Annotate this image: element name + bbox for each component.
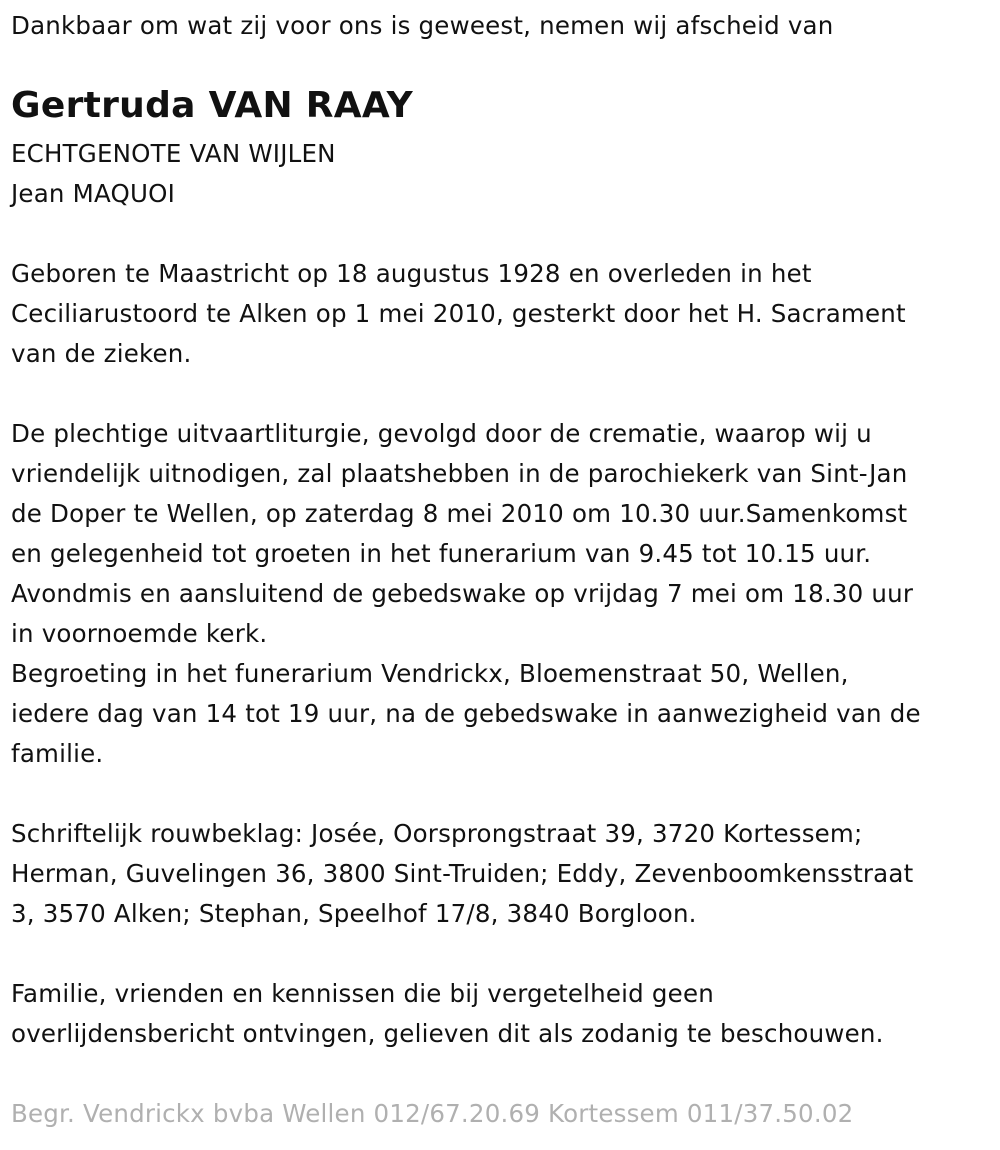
paragraph-line: Ceciliarustoord te Alken op 1 mei 2010, gesterkt door het H. Sacrament bbox=[11, 299, 906, 328]
paragraph-line: De plechtige uitvaartliturgie, gevolgd door de crematie, waarop wij u bbox=[11, 419, 872, 448]
deceased-name: Gertruda VAN RAAY bbox=[11, 85, 414, 126]
condolence-paragraph bbox=[11, 814, 913, 934]
paragraph-line: Familie, vrienden en kennissen die bij vergetelheid geen bbox=[11, 979, 714, 1008]
paragraph-line: familie. bbox=[11, 739, 104, 768]
ceremony-paragraph bbox=[11, 414, 921, 774]
paragraph-line: van de zieken. bbox=[11, 339, 192, 368]
family-notice-paragraph bbox=[11, 974, 884, 1054]
paragraph-line: Avondmis en aansluitend de gebedswake op vrijdag 7 mei om 18.30 uur bbox=[11, 579, 914, 608]
paragraph-line: overlijdensbericht ontvingen, gelieven dit als zodanig te beschouwen. bbox=[11, 1019, 884, 1048]
paragraph-line: de Doper te Wellen, op zaterdag 8 mei 2010 om 10.30 uur.Samenkomst bbox=[11, 499, 908, 528]
undertaker-footer: Begr. Vendrickx bvba Wellen 012/67.20.69 Kortessem 011/37.50.02 bbox=[11, 1099, 854, 1128]
paragraph-line: iedere dag van 14 tot 19 uur, na de gebedswake in aanwezigheid van de bbox=[11, 699, 921, 728]
paragraph-line: vriendelijk uitnodigen, zal plaatshebben in de parochiekerk van Sint-Jan bbox=[11, 459, 908, 488]
birth-death-paragraph bbox=[11, 254, 906, 374]
spouse-block bbox=[11, 134, 336, 214]
intro-text: Dankbaar om wat zij voor ons is geweest, nemen wij afscheid van bbox=[11, 11, 834, 40]
paragraph-line: Herman, Guvelingen 36, 3800 Sint-Truiden; Eddy, Zevenboomkensstraat bbox=[11, 859, 914, 888]
spouse-name: Jean MAQUOI bbox=[11, 179, 176, 208]
paragraph-line: Begroeting in het funerarium Vendrickx, Bloemenstraat 50, Wellen, bbox=[11, 659, 849, 688]
relation-label: ECHTGENOTE VAN WIJLEN bbox=[11, 139, 336, 168]
paragraph-line: Schriftelijk rouwbeklag: Josée, Oorsprongstraat 39, 3720 Kortessem; bbox=[11, 819, 863, 848]
paragraph-line: en gelegenheid tot groeten in het funerarium van 9.45 tot 10.15 uur. bbox=[11, 539, 872, 568]
paragraph-line: in voornoemde kerk. bbox=[11, 619, 268, 648]
paragraph-line: 3, 3570 Alken; Stephan, Speelhof 17/8, 3840 Borgloon. bbox=[11, 899, 697, 928]
paragraph-line: Geboren te Maastricht op 18 augustus 1928 en overleden in het bbox=[11, 259, 812, 288]
